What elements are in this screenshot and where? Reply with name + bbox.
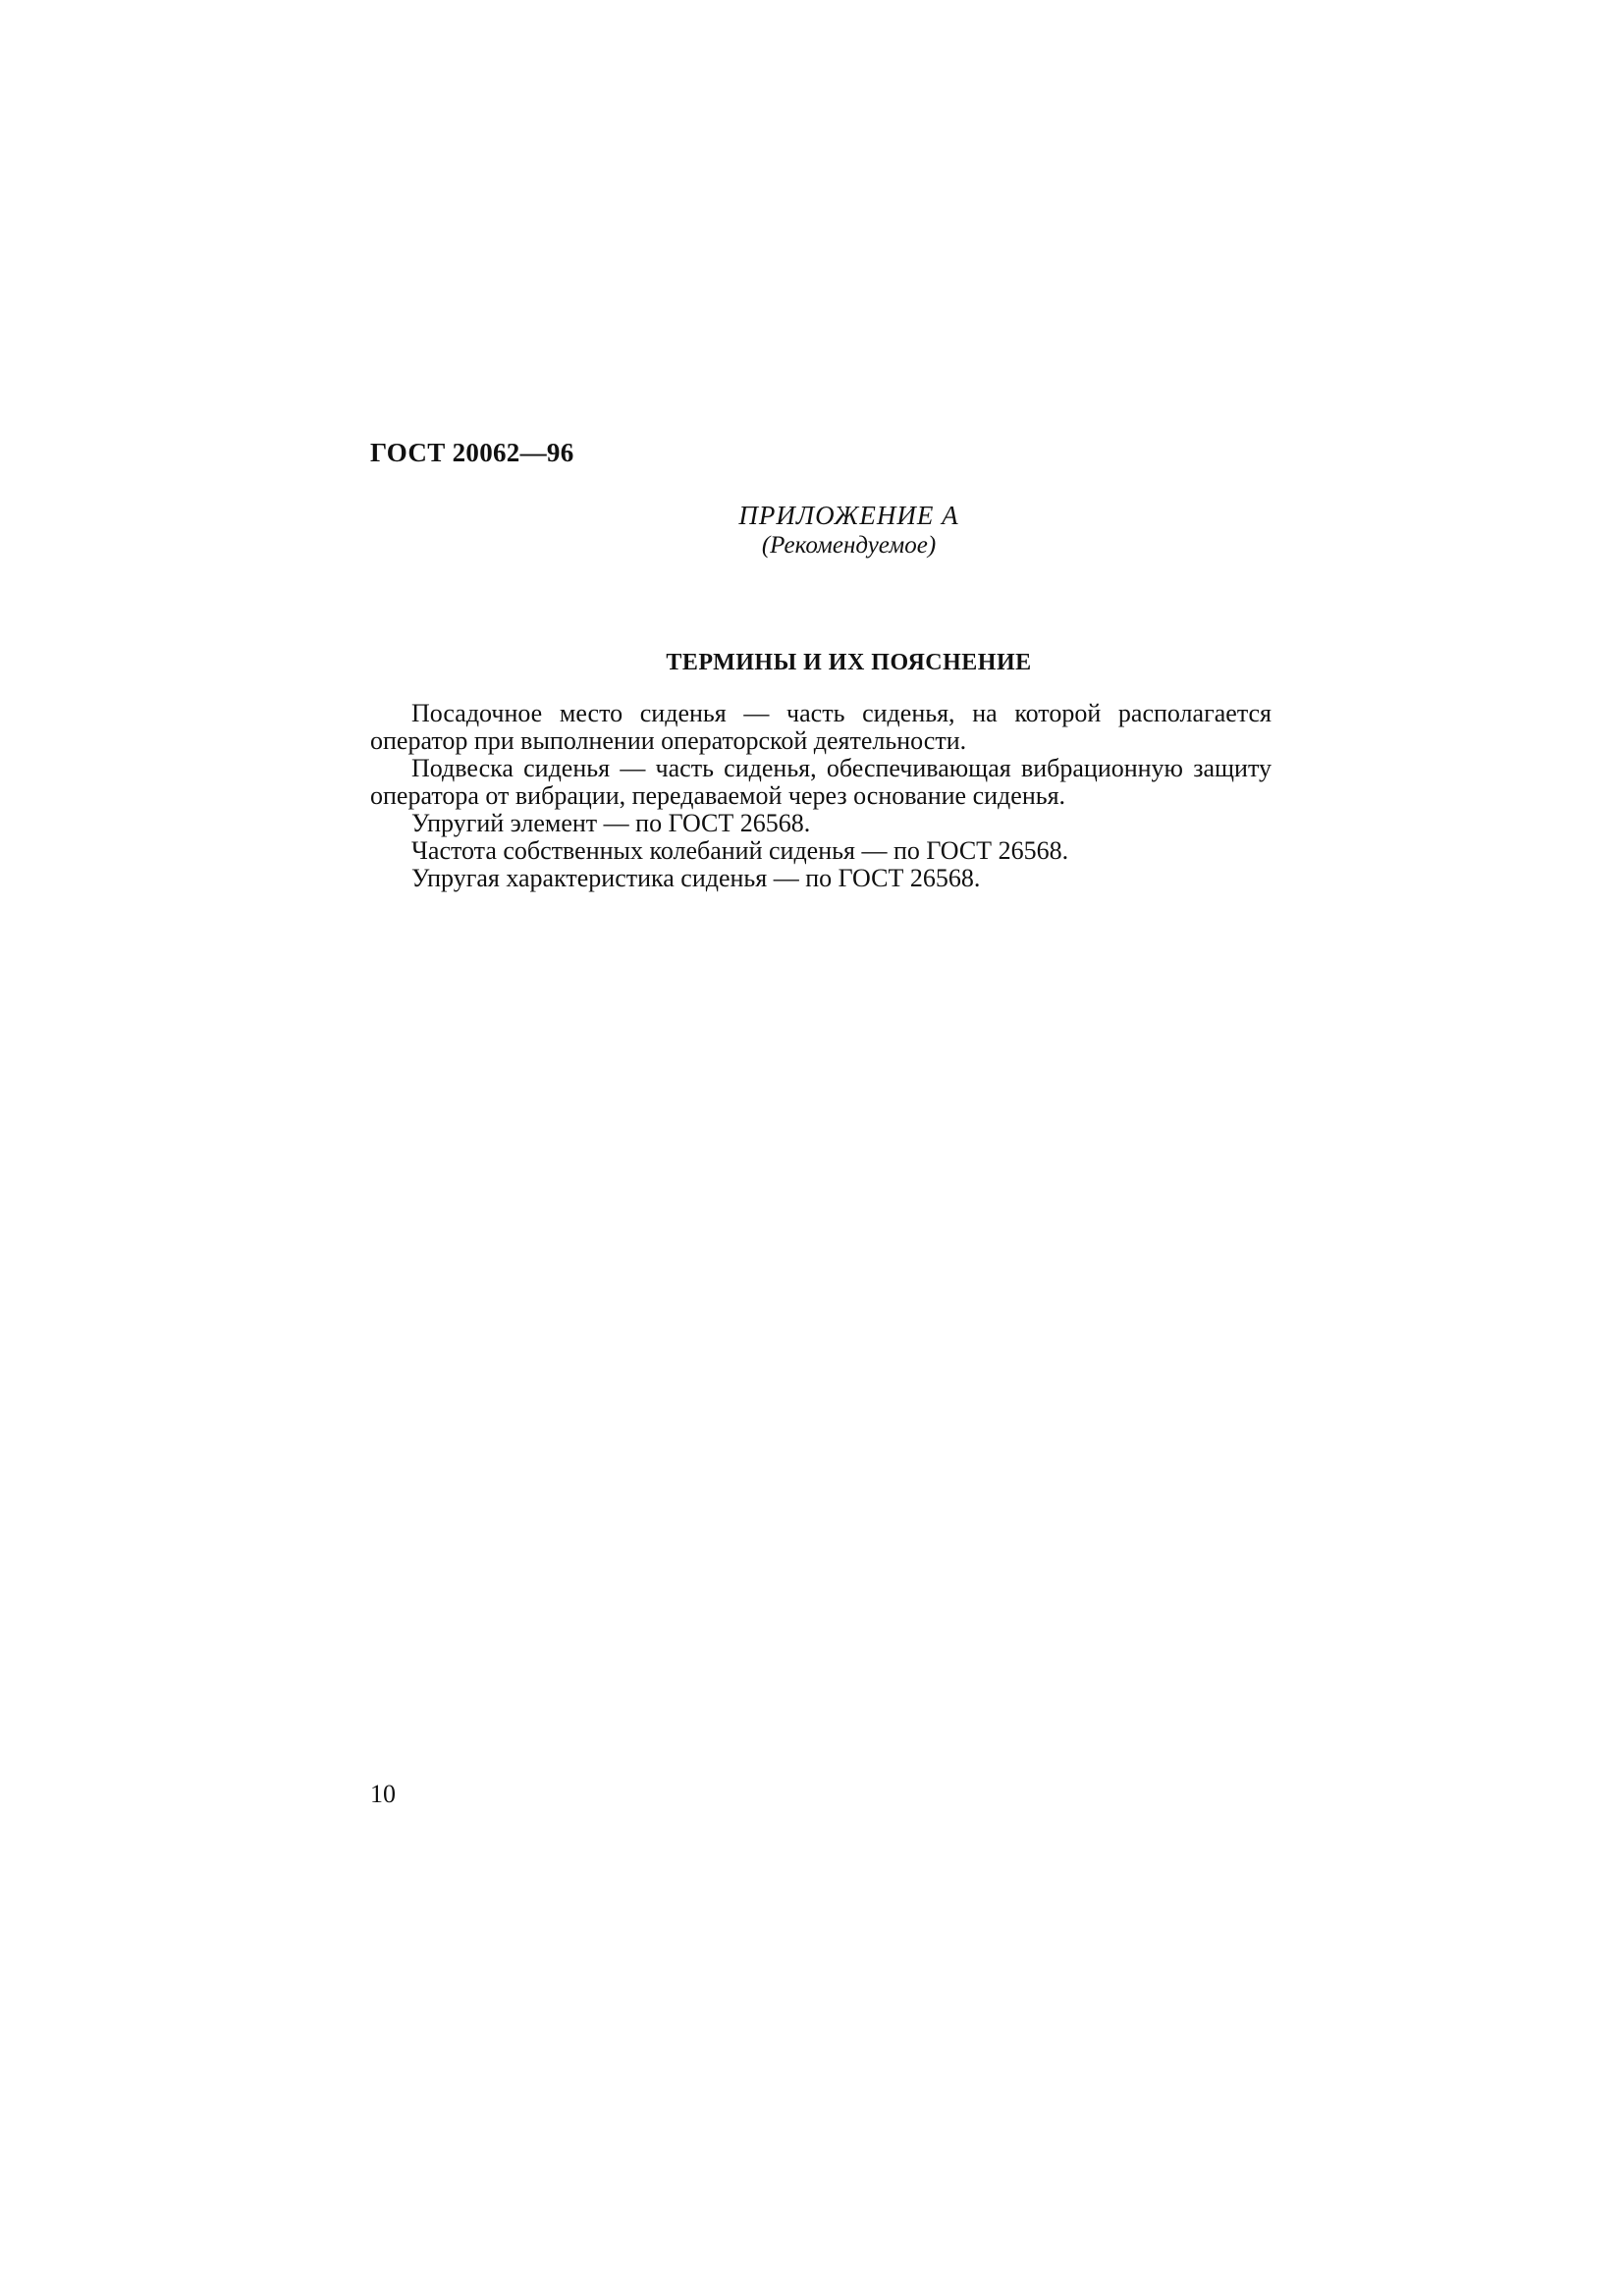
document-code: ГОСТ 20062—96 — [370, 438, 574, 467]
appendix-status: (Рекомендуемое) — [761, 532, 937, 559]
term-paragraph: Упругая характеристика сиденья — по ГОСТ 26568. — [411, 864, 981, 892]
term-paragraph: Частота собственных колебаний сиденья — по ГОСТ 26568. — [411, 836, 1069, 865]
term-paragraph: Подвеска сиденья — часть сиденья, обеспечивающая вибрационную защиту оператора от вибрации, передаваемой через основание сиденья. — [370, 754, 1272, 810]
terms-body — [370, 700, 1272, 892]
term-paragraph: Посадочное место сиденья — часть сиденья, на которой располагается оператор при выполнении операторской деятельности. — [370, 699, 1272, 755]
section-heading: ТЕРМИНЫ И ИХ ПОЯСНЕНИЕ — [666, 650, 1032, 675]
appendix-title: ПРИЛОЖЕНИЕ А — [738, 501, 959, 530]
term-paragraph: Упругий элемент — по ГОСТ 26568. — [411, 809, 811, 837]
page-number: 10 — [370, 1780, 396, 1808]
